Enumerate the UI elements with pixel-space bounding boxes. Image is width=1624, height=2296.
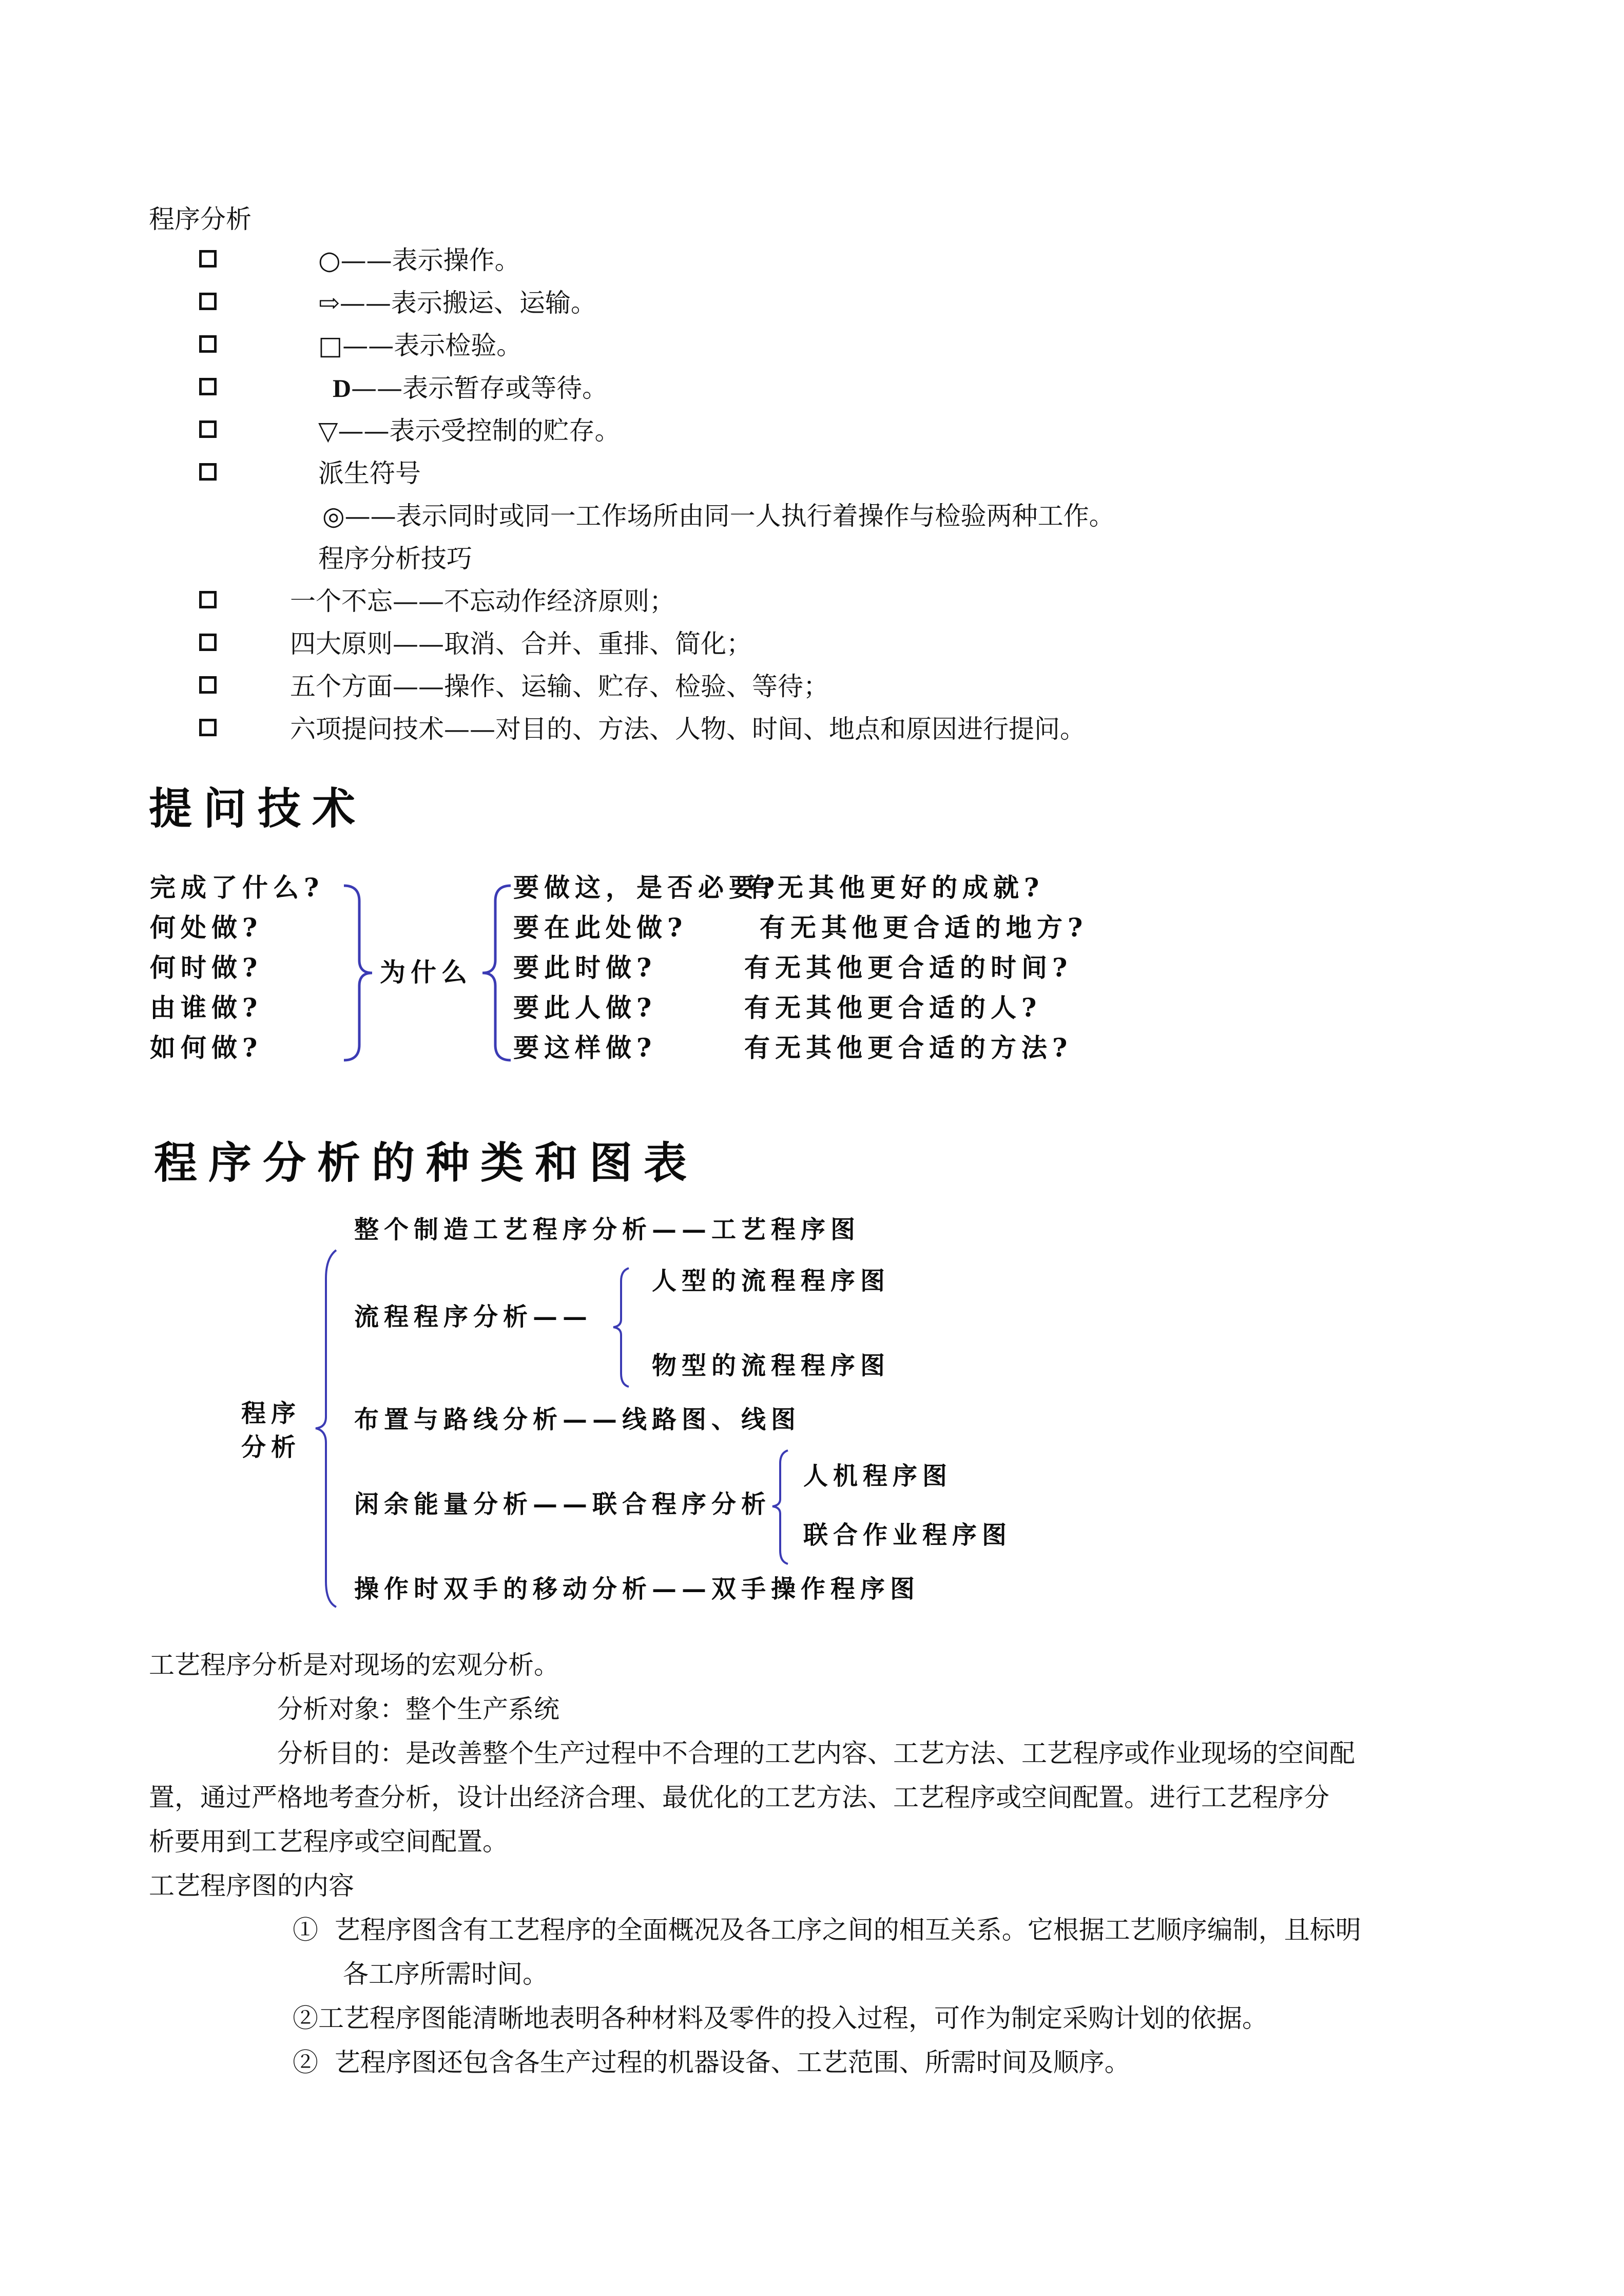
right-col2-item: 有无其他更合适的人? [744, 992, 1042, 1023]
symbol-row: ○——表示操作。 [318, 245, 520, 275]
symbol-row: D——表示暂存或等待。 [333, 373, 608, 403]
derived-symbol-label: 派生符号 [318, 458, 421, 488]
circled-number-icon: ① [293, 1915, 318, 1945]
checkbox-bullet-icon [199, 591, 217, 608]
techniques-label: 程序分析技巧 [318, 544, 472, 573]
checkbox-bullet-icon [199, 250, 217, 267]
question-item: 如何做? [150, 1032, 263, 1063]
question-item: 何时做? [150, 952, 263, 983]
why-question: 要做这，是否必要? [513, 872, 780, 903]
checkbox-bullet-icon [199, 420, 217, 438]
question-item: 完成了什么? [150, 872, 324, 903]
why-label: 为什么 [380, 957, 472, 987]
inspection-square-icon: □ [318, 331, 343, 360]
checkbox-bullet-icon [199, 335, 217, 353]
checkbox-bullet-icon [199, 676, 217, 694]
checkbox-bullet-icon [199, 634, 217, 651]
left-questions [150, 868, 324, 1068]
checkbox-bullet-icon [199, 463, 217, 481]
joint-brace-icon [770, 1448, 796, 1566]
contents-title: 工艺程序图的内容 [149, 1871, 354, 1901]
content-item: ② 艺程序图还包含各生产过程的机器设备、工艺范围、所需时间及顺序。 [293, 2048, 1130, 2077]
technique-item: 四大原则——取消、合并、重排、简化； [290, 629, 752, 659]
root-label: 程序 分析 [241, 1399, 301, 1462]
why-question: 要此时做? [513, 952, 657, 983]
why-question: 要这样做? [513, 1032, 657, 1063]
question-item: 何处做? [150, 912, 263, 943]
branch-two-hand: 操作时双手的移动分析——双手操作程序图 [354, 1575, 920, 1603]
storage-triangle-icon: ▽ [318, 416, 338, 446]
section-title: 程序分析 [149, 204, 252, 234]
content-item-continuation: 各工序所需时间。 [343, 1959, 548, 1989]
symbol-row: ▽——表示受控制的贮存。 [318, 416, 621, 446]
symbol-row: ⇨——表示搬运、运输。 [318, 288, 596, 318]
branch-process-chart: 整个制造工艺程序分析——工艺程序图 [354, 1215, 861, 1244]
analysis-purpose-line: 分析目的：是改善整个生产过程中不合理的工艺内容、工艺方法、工艺程序或作业现场的空间配 [277, 1738, 1355, 1768]
left-brace-icon [475, 883, 516, 1063]
checkbox-bullet-icon [199, 378, 217, 395]
symbol-row: □——表示检验。 [318, 331, 523, 360]
branch-layout-route: 布置与路线分析——线路图、线图 [354, 1405, 801, 1434]
right-col1 [513, 868, 780, 1068]
technique-item: 五个方面——操作、运输、贮存、检验、等待； [290, 672, 829, 701]
delay-d-icon: D [333, 374, 352, 403]
sub-branch-item: 人机程序图 [803, 1462, 953, 1490]
checkbox-bullet-icon [199, 293, 217, 310]
why-question: 要此人做? [513, 992, 657, 1023]
analysis-purpose-line: 置，通过严格地考查分析，设计出经济合理、最优化的工艺方法、工艺程序或空间配置。进行工艺程序分 [149, 1783, 1329, 1812]
checkbox-bullet-icon [199, 719, 217, 736]
flow-brace-icon [611, 1266, 636, 1389]
content-item: ②工艺程序图能清晰地表明各种材料及零件的投入过程，可作为制定采购计划的依据。 [293, 2003, 1268, 2033]
technique-item: 一个不忘——不忘动作经济原则； [290, 586, 675, 616]
why-question: 要在此处做? [513, 912, 688, 943]
branch-flow-process: 流程程序分析—— [354, 1303, 593, 1331]
double-circle-icon: ◎ [322, 501, 345, 531]
right-col2-first: 有无其他更好的成就? [747, 872, 1045, 903]
diagram-title: 提问技术 [149, 783, 367, 834]
sub-branch-item: 人型的流程程序图 [652, 1267, 891, 1295]
right-col2-item: 有无其他更合适的地方? [760, 912, 1088, 943]
question-item: 由谁做? [150, 992, 263, 1023]
analysis-object: 分析对象：整个生产系统 [277, 1694, 559, 1724]
branch-idle-capacity: 闲余能量分析——联合程序分析 [354, 1490, 771, 1519]
circled-number-icon: ② [293, 2003, 318, 2033]
operation-circle-icon: ○ [318, 245, 341, 275]
transport-arrow-icon: ⇨ [318, 288, 340, 318]
right-col2-item: 有无其他更合适的时间? [744, 952, 1073, 983]
analysis-purpose-line: 析要用到工艺程序或空间配置。 [149, 1827, 508, 1857]
content-item: ① 艺程序图含有工艺程序的全面概况及各工序之间的相互关系。它根据工艺顺序编制，且标明 [293, 1915, 1361, 1945]
intro-paragraph: 工艺程序分析是对现场的宏观分析。 [149, 1650, 559, 1680]
large-brace-icon [313, 1248, 349, 1607]
sub-branch-item: 联合作业程序图 [803, 1521, 1012, 1549]
circled-number-icon: ② [293, 2048, 318, 2077]
technique-item: 六项提问技术——对目的、方法、人物、时间、地点和原因进行提问。 [290, 714, 1086, 744]
diagram-title: 程序分析的种类和图表 [154, 1137, 699, 1188]
derived-symbol-row: ◎——表示同时或同一工作场所由同一人执行着操作与检验两种工作。 [322, 501, 1115, 531]
right-brace-icon [339, 883, 380, 1063]
sub-branch-item: 物型的流程程序图 [652, 1351, 891, 1380]
right-col2-item: 有无其他更合适的方法? [744, 1032, 1073, 1063]
